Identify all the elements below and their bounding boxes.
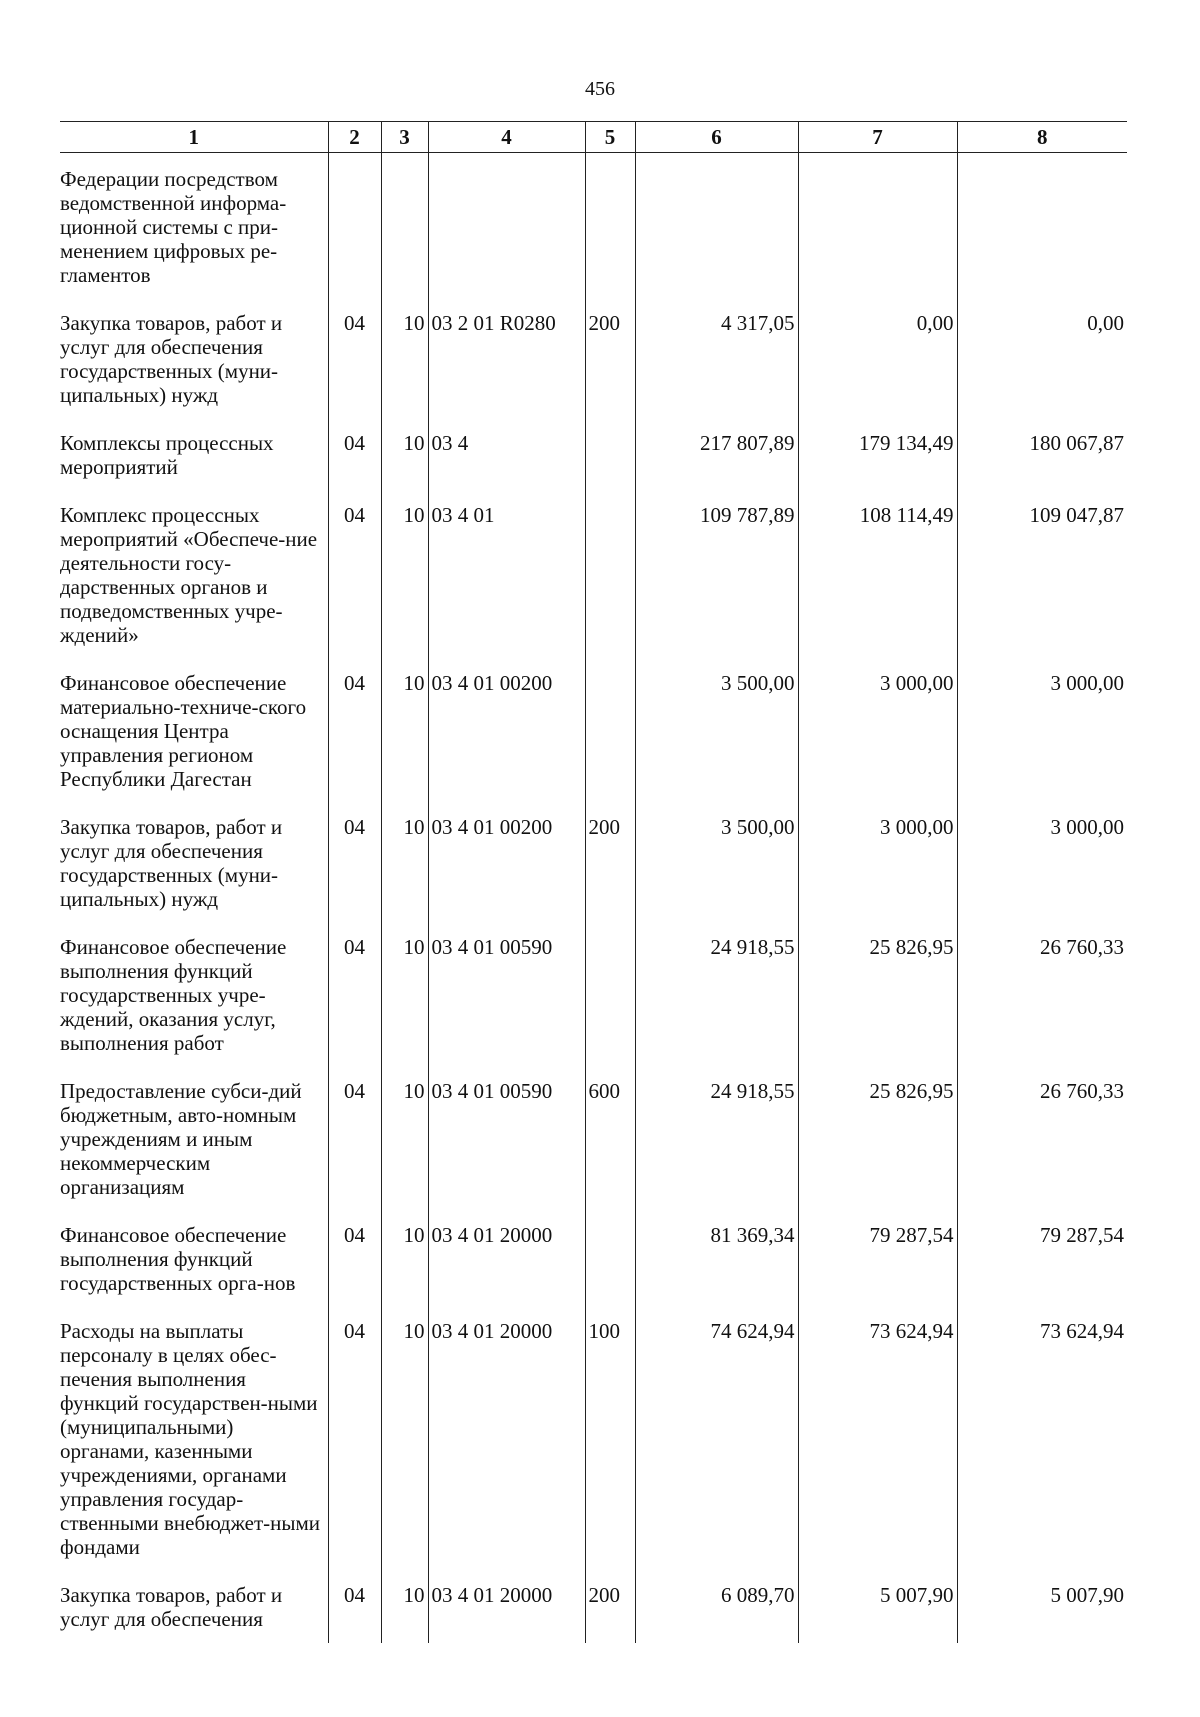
row-amount-col6: 6 089,70 <box>635 1583 798 1643</box>
row-amount-col7: 3 000,00 <box>798 671 957 815</box>
row-name: Финансовое обеспечение материально-техниче-ского оснащения Центра управления регионом Республики Дагестан <box>60 671 307 791</box>
row-section: 04 <box>328 1319 381 1583</box>
row-subsection: 10 <box>381 311 428 431</box>
row-subsection: 10 <box>381 1319 428 1583</box>
row-amount-col7: 79 287,54 <box>798 1223 957 1319</box>
row-amount-col6: 81 369,34 <box>635 1223 798 1319</box>
row-subsection: 10 <box>381 815 428 935</box>
row-target-code: 03 2 01 R0280 <box>428 311 585 431</box>
row-expense-type <box>585 1223 635 1319</box>
row-amount-col8 <box>957 153 1127 312</box>
header-col-5: 5 <box>585 122 635 153</box>
row-section <box>328 153 381 312</box>
row-amount-col6: 74 624,94 <box>635 1319 798 1583</box>
row-name: Закупка товаров, работ и услуг для обеспечения государственных (муни-ципальных) нужд <box>60 815 283 911</box>
row-amount-col6: 3 500,00 <box>635 671 798 815</box>
table-row <box>60 1223 1127 1319</box>
row-name: Предоставление субси-дий бюджетным, авто-номным учреждениям и иным некоммерческим организациям <box>60 1079 302 1199</box>
row-amount-col6: 24 918,55 <box>635 935 798 1079</box>
header-col-1: 1 <box>60 122 328 153</box>
row-expense-type <box>585 153 635 312</box>
row-target-code <box>428 153 585 312</box>
row-expense-type <box>585 671 635 815</box>
budget-table <box>60 121 1127 1643</box>
table-row <box>60 1319 1127 1583</box>
table-header <box>60 122 1127 153</box>
row-amount-col8: 26 760,33 <box>957 935 1127 1079</box>
row-name: Федерации посредством ведомственной информа-ционной системы с при-менением цифровых ре-гламентов <box>60 167 287 287</box>
header-col-3: 3 <box>381 122 428 153</box>
row-name: Финансовое обеспечение выполнения функций государственных орга-нов <box>60 1223 296 1295</box>
row-target-code: 03 4 01 <box>428 503 585 671</box>
row-name: Расходы на выплаты персоналу в целях обес-печения выполнения функций государствен-ными (муниципальными) органами, казенными учреждениями, органами управления государ-ственными внебюджет-ными фондами <box>60 1319 321 1559</box>
row-expense-type <box>585 431 635 503</box>
row-amount-col7: 25 826,95 <box>798 935 957 1079</box>
row-amount-col8: 180 067,87 <box>957 431 1127 503</box>
row-amount-col8: 3 000,00 <box>957 671 1127 815</box>
table-row <box>60 153 1127 312</box>
row-expense-type: 600 <box>585 1079 635 1223</box>
row-section: 04 <box>328 935 381 1079</box>
row-section: 04 <box>328 1079 381 1223</box>
row-name: Закупка товаров, работ и услуг для обеспечения <box>60 1583 283 1631</box>
row-amount-col6 <box>635 153 798 312</box>
row-target-code: 03 4 01 20000 <box>428 1319 585 1583</box>
row-name: Финансовое обеспечение выполнения функций государственных учре-ждений, оказания услуг, выполнения работ <box>60 935 287 1055</box>
row-amount-col8: 79 287,54 <box>957 1223 1127 1319</box>
row-name: Закупка товаров, работ и услуг для обеспечения государственных (муни-ципальных) нужд <box>60 311 283 407</box>
row-subsection: 10 <box>381 671 428 815</box>
header-row <box>60 122 1127 153</box>
row-amount-col8: 5 007,90 <box>957 1583 1127 1643</box>
row-amount-col6: 3 500,00 <box>635 815 798 935</box>
table-row <box>60 1079 1127 1223</box>
row-amount-col8: 3 000,00 <box>957 815 1127 935</box>
row-amount-col7: 25 826,95 <box>798 1079 957 1223</box>
row-amount-col7: 3 000,00 <box>798 815 957 935</box>
row-target-code: 03 4 01 00200 <box>428 671 585 815</box>
row-amount-col7: 73 624,94 <box>798 1319 957 1583</box>
row-section: 04 <box>328 1583 381 1643</box>
row-subsection <box>381 153 428 312</box>
row-section: 04 <box>328 311 381 431</box>
row-expense-type: 200 <box>585 815 635 935</box>
row-name: Комплекс процессных мероприятий «Обеспече-ние деятельности госу-дарственных органов и подведомственных учре-ждений» <box>60 503 318 647</box>
table-row <box>60 815 1127 935</box>
row-section: 04 <box>328 503 381 671</box>
row-subsection: 10 <box>381 503 428 671</box>
row-subsection: 10 <box>381 1223 428 1319</box>
row-amount-col6: 24 918,55 <box>635 1079 798 1223</box>
row-expense-type <box>585 935 635 1079</box>
row-subsection: 10 <box>381 1079 428 1223</box>
row-expense-type: 100 <box>585 1319 635 1583</box>
row-amount-col8: 73 624,94 <box>957 1319 1127 1583</box>
header-col-4: 4 <box>428 122 585 153</box>
table-body <box>60 153 1127 1644</box>
table-row <box>60 311 1127 431</box>
row-expense-type: 200 <box>585 311 635 431</box>
row-expense-type <box>585 503 635 671</box>
row-amount-col7: 0,00 <box>798 311 957 431</box>
table-row <box>60 503 1127 671</box>
row-section: 04 <box>328 815 381 935</box>
row-amount-col6: 217 807,89 <box>635 431 798 503</box>
row-amount-col7: 5 007,90 <box>798 1583 957 1643</box>
header-col-2: 2 <box>328 122 381 153</box>
row-amount-col8: 109 047,87 <box>957 503 1127 671</box>
header-col-6: 6 <box>635 122 798 153</box>
row-section: 04 <box>328 1223 381 1319</box>
row-amount-col6: 109 787,89 <box>635 503 798 671</box>
table-row <box>60 935 1127 1079</box>
row-subsection: 10 <box>381 935 428 1079</box>
row-target-code: 03 4 01 00200 <box>428 815 585 935</box>
row-amount-col7 <box>798 153 957 312</box>
row-subsection: 10 <box>381 1583 428 1643</box>
row-section: 04 <box>328 431 381 503</box>
row-amount-col8: 26 760,33 <box>957 1079 1127 1223</box>
table-row <box>60 431 1127 503</box>
row-amount-col7: 179 134,49 <box>798 431 957 503</box>
row-target-code: 03 4 <box>428 431 585 503</box>
page-number: 456 <box>585 78 615 100</box>
row-target-code: 03 4 01 00590 <box>428 935 585 1079</box>
header-col-7: 7 <box>798 122 957 153</box>
row-target-code: 03 4 01 00590 <box>428 1079 585 1223</box>
table-row <box>60 1583 1127 1643</box>
row-target-code: 03 4 01 20000 <box>428 1583 585 1643</box>
row-target-code: 03 4 01 20000 <box>428 1223 585 1319</box>
row-amount-col8: 0,00 <box>957 311 1127 431</box>
table-row <box>60 671 1127 815</box>
row-expense-type: 200 <box>585 1583 635 1643</box>
header-col-8: 8 <box>957 122 1127 153</box>
row-section: 04 <box>328 671 381 815</box>
row-amount-col6: 4 317,05 <box>635 311 798 431</box>
row-subsection: 10 <box>381 431 428 503</box>
row-amount-col7: 108 114,49 <box>798 503 957 671</box>
row-name: Комплексы процессных мероприятий <box>60 431 274 479</box>
